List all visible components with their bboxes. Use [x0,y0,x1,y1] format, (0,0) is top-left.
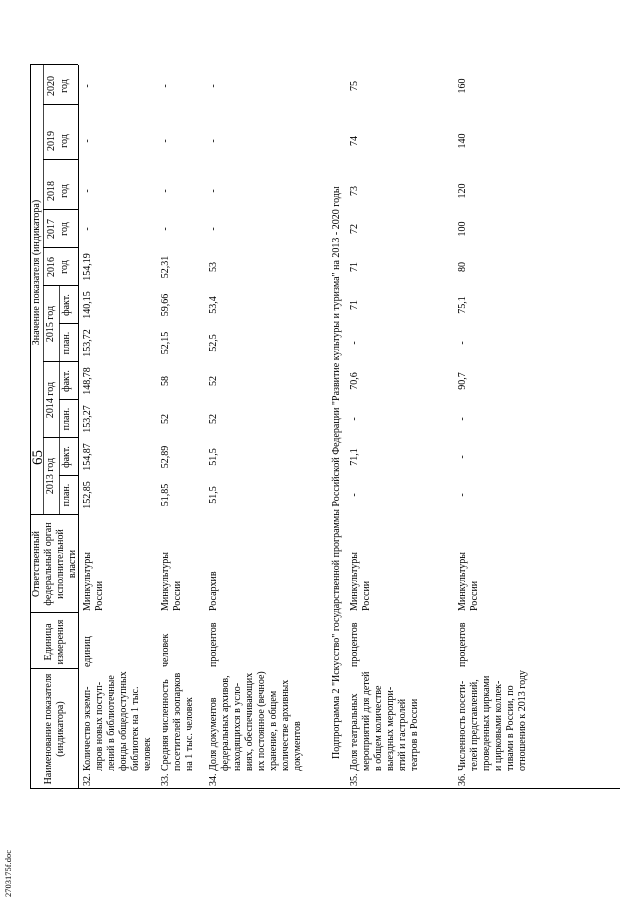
value-cell: - [82,139,93,143]
table-rule [30,788,620,789]
value-cell: 51,5 [208,486,219,504]
value-cell: 140 [457,133,468,149]
value-cell: 74 [349,136,360,146]
value-cell: 52,89 [160,445,171,469]
row-name: Численность посети-телей представлений, проведенных цирками и цирковыми коллек-тивами в России, по отношению к 2013 году [457,670,528,771]
value-cell: - [208,139,219,143]
value-cell: 59,66 [160,293,171,317]
value-cell: - [208,84,219,88]
table-rule [59,323,78,324]
table-rule [59,285,60,515]
value-cell: 52 [208,376,219,386]
row-agency: Росархив [208,571,219,611]
row-number: 34. [208,773,219,786]
header-name: Наименование показателя (индикатора) [43,673,66,785]
value-cell: 71 [349,262,360,272]
value-cell: 51,5 [208,448,219,466]
header-2016: 2016 год [46,257,70,277]
table-rule [30,514,78,515]
value-cell: 52 [160,414,171,424]
table-rule [43,104,78,105]
row-unit: единиц [82,636,93,667]
value-cell: 154,19 [82,253,93,281]
table-rule [30,65,31,789]
row-unit: процентов [457,622,468,667]
header-2017: 2017 год [46,219,70,239]
value-cell: - [349,341,360,345]
value-cell: - [208,227,219,231]
header-fact-2014: факт. [61,370,72,392]
table-rule [43,361,78,362]
value-cell: - [457,417,468,421]
value-cell: 70,6 [349,372,360,390]
row-unit: человек [160,633,171,667]
table-rule [78,65,79,789]
value-cell: 53,4 [208,296,219,314]
row-number: 35. [349,773,360,786]
row-unit: процентов [349,622,360,667]
value-cell: 80 [457,262,468,272]
header-2015: 2015 год [45,305,56,343]
table-rule [59,475,78,476]
value-cell: 153,27 [82,405,93,433]
value-cell: 148,78 [82,367,93,395]
row-name: Доля документов федеральных архивов, находящихся в усло-виях, обеспечивающих их постоянное (вечное) хранение, в общем количестве архивных документов [208,671,303,771]
header-2013: 2013 год [45,457,56,495]
table-rule [43,437,78,438]
value-cell: 140,15 [82,291,93,319]
header-fact-2013: факт. [61,446,72,468]
subprogram-title: Подпрограмма 2 "Искусство" государственной программы Российской Федерации "Развитие культуры и туризма" на 2013 - 2020 годы [331,186,342,759]
value-cell: 100 [457,221,468,237]
table-rule [59,399,78,400]
page-number: 65 [30,450,46,465]
row-number: 36. [457,773,468,786]
row-agency: Минкультуры России [349,552,372,611]
value-cell: 152,85 [82,481,93,509]
header-2020: 2020 год [46,76,70,96]
value-cell: - [457,455,468,459]
value-cell: 90,7 [457,372,468,390]
value-cell: 53 [208,262,219,272]
value-cell: 72 [349,224,360,234]
table-rule [30,612,78,613]
row-number: 33. [160,773,171,786]
value-cell: 154,87 [82,443,93,471]
value-cell: 52,31 [160,255,171,279]
value-cell: - [208,189,219,193]
header-unit: Единица измерения [43,619,66,665]
value-cell: 153,72 [82,329,93,357]
row-agency: Минкультуры России [82,552,105,611]
value-cell: 58 [160,376,171,386]
table-rule [43,65,44,515]
header-agency: Ответственный федеральный орган исполнительной власти [31,522,78,606]
value-cell: - [349,493,360,497]
row-name: Количество экземп-ляров новых поступ-лений в библиотечные фонды общедоступных библиотек на 1 тыс. человек [82,671,153,771]
value-cell: 75 [349,81,360,91]
value-cell: - [82,84,93,88]
value-cell: - [349,417,360,421]
table-rule [43,285,78,286]
value-cell: 52,5 [208,334,219,352]
row-name: Средняя численность посетителей зоопарков на 1 тыс. человек [160,672,195,771]
header-2014: 2014 год [45,381,56,419]
value-cell: 73 [349,186,360,196]
value-cell: - [457,493,468,497]
value-cell: - [160,227,171,231]
value-cell: 52,15 [160,331,171,355]
value-cell: - [82,227,93,231]
table-rule [43,159,78,160]
value-cell: - [82,189,93,193]
header-fact-2015: факт. [61,294,72,316]
header-plan-2015: план. [61,331,72,355]
value-cell: 51,85 [160,483,171,507]
value-cell: - [160,84,171,88]
table-rule [43,209,78,210]
value-cell: 75,1 [457,296,468,314]
value-cell: - [160,189,171,193]
row-agency: Минкультуры России [160,552,183,611]
header-plan-2014: план. [61,407,72,431]
value-cell: - [160,139,171,143]
header-2019: 2019 год [46,131,70,151]
document-id: 2703175f.doc [3,850,13,897]
value-cell: 71 [349,300,360,310]
value-cell: 160 [457,78,468,94]
table-rule [43,247,78,248]
header-2018: 2018 год [46,181,70,201]
value-cell: 71,1 [349,448,360,466]
value-cell: 120 [457,183,468,199]
row-unit: процентов [208,622,219,667]
value-cell: - [457,341,468,345]
table-rule [30,64,78,65]
header-value-group: Значение показателя (индикатора) [31,199,42,346]
table-rule [30,668,78,669]
header-plan-2013: план. [61,483,72,507]
row-name: Доля театральных мероприятий для детей в общем количестве выездных меропри-ятий и гастролей театров в России [349,671,420,771]
row-agency: Минкультуры России [457,552,480,611]
value-cell: 52 [208,414,219,424]
row-number: 32. [82,773,93,786]
